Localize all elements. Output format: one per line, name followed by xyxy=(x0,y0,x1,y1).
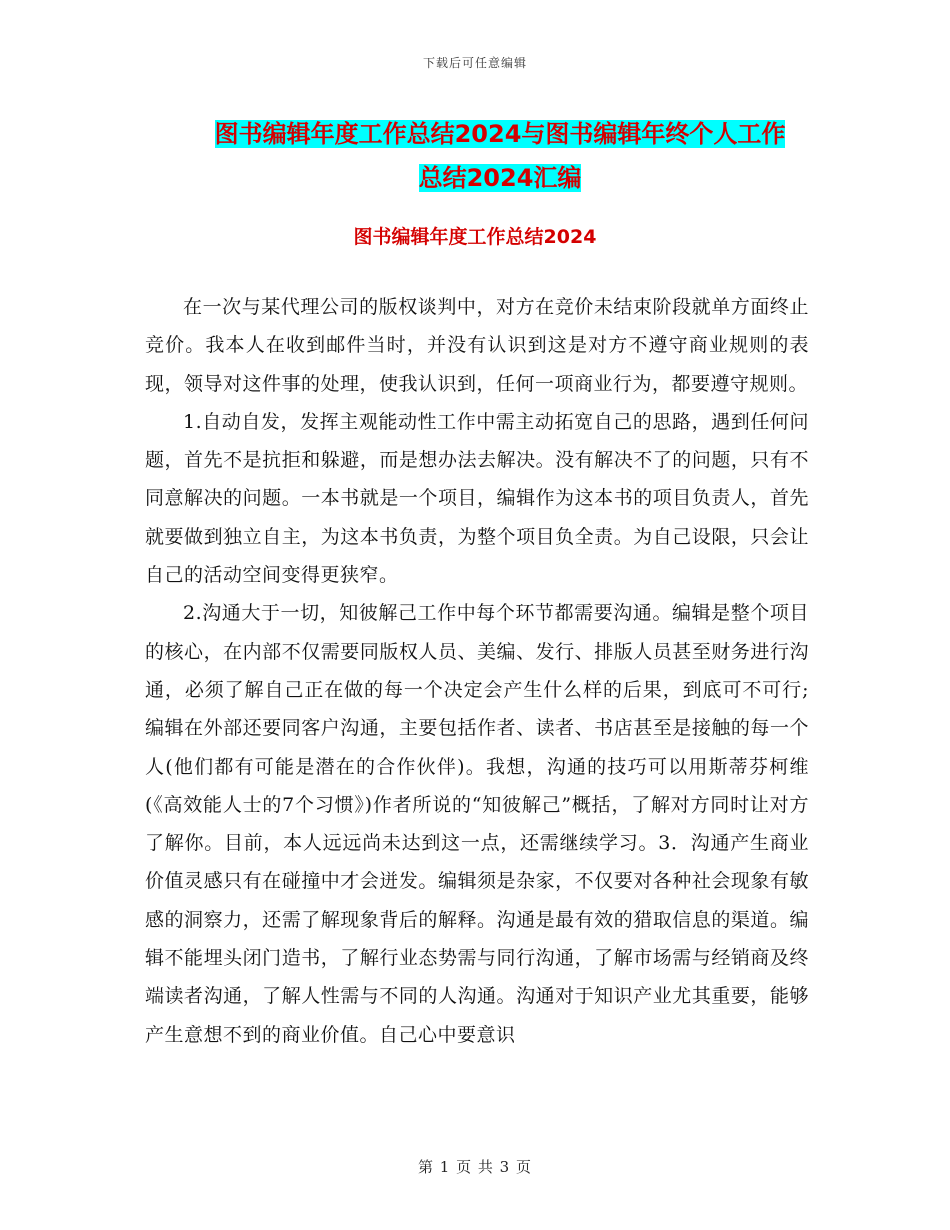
document-title xyxy=(140,112,860,200)
page-header-note: 下载后可任意编辑 xyxy=(422,56,527,70)
paragraph-1: 在一次与某代理公司的版权谈判中，对方在竞价未结束阶段就单方面终止竞价。我本人在收到邮件当时，并没有认识到这是对方不遵守商业规则的表现，领导对这件事的处理，使我认识到，任何一项商业行为，都要遵守规则。 xyxy=(145,296,809,395)
document-title-line-2: 总结2024汇编 xyxy=(418,164,582,192)
paragraph-3: 2.沟通大于一切，知彼解己工作中每个环节都需要沟通。编辑是整个项目的核心，在内部不仅需要同版权人员、美编、发行、排版人员甚至财务进行沟通，必须了解自己正在做的每一个决定会产生什么样的后果，到底可不可行;编辑在外部还要同客户沟通，主要包括作者、读者、书店甚至是接触的每一个人(他们都有可能是潜在的合作伙伴)。我想，沟通的技巧可以用斯蒂芬柯维(《高效能人士的7个习惯》)作者所说的“知彼解己”概括，了解对方同时让对方了解你。目前，本人远远尚未达到这一点，还需继续学习。3．沟通产生商业价值灵感只有在碰撞中才会迸发。编辑须是杂家，不仅要对各种社会现象有敏感的洞察力，还需了解现象背后的解释。沟通是最有效的猎取信息的渠道。编辑不能埋头闭门造书，了解行业态势需与同行沟通，了解市场需与经销商及终端读者沟通，了解人性需与不同的人沟通。沟通对于知识产业尤其重要，能够产生意想不到的商业价值。自己心中要意识 xyxy=(145,602,809,1046)
document-title-line-1: 图书编辑年度工作总结2024与图书编辑年终个人工作 xyxy=(214,120,786,148)
body-text xyxy=(145,288,809,1054)
page-footer: 第 1 页 共 3 页 xyxy=(418,1158,532,1176)
section-title: 图书编辑年度工作总结2024 xyxy=(353,226,597,248)
paragraph-2: 1.自动自发，发挥主观能动性工作中需主动拓宽自己的思路，遇到任何问题，首先不是抗拒和躲避，而是想办法去解决。没有解决不了的问题，只有不同意解决的问题。一本书就是一个项目，编辑作为这本书的项目负责人，首先就要做到独立自主，为这本书负责，为整个项目负全责。为自己设限，只会让自己的活动空间变得更狭窄。 xyxy=(145,410,809,587)
